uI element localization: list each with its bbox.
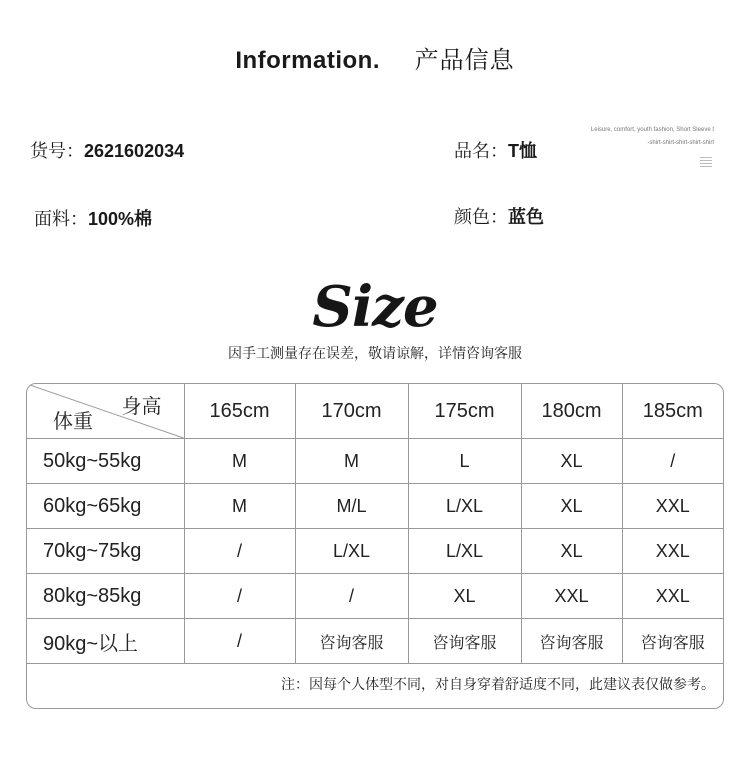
height-axis-label: 身高 <box>121 396 162 418</box>
size-cell: XXL <box>622 574 723 619</box>
fabric-field <box>34 205 152 231</box>
color-value: 蓝色 <box>508 207 544 227</box>
weight-axis-label: 体重 <box>53 411 93 433</box>
tagline-line-1: Leisure, comfort, youth fashion, Short Sleeve t <box>590 127 714 133</box>
size-logo: Size <box>312 274 438 340</box>
size-cell: 咨询客服 <box>521 619 622 664</box>
fabric-value: 100%棉 <box>88 209 153 229</box>
size-cell: XXL <box>521 574 622 619</box>
height-header: 175cm <box>408 384 521 439</box>
size-cell: XXL <box>622 529 723 574</box>
weight-cell: 70kg~75kg <box>27 529 184 574</box>
size-cell: XL <box>521 529 622 574</box>
color-label: 颜色： <box>454 207 508 227</box>
size-cell: L/XL <box>408 529 521 574</box>
size-cell: 咨询客服 <box>408 619 521 664</box>
size-cell: XL <box>408 574 521 619</box>
weight-cell: 90kg~以上 <box>27 619 184 664</box>
height-header: 180cm <box>521 384 622 439</box>
size-cell: 咨询客服 <box>295 619 408 664</box>
weight-cell: 60kg~65kg <box>27 484 184 529</box>
size-cell: M <box>184 484 295 529</box>
table-row <box>27 574 723 619</box>
color-field <box>454 203 544 229</box>
title-cn: 产品信息 <box>414 47 515 74</box>
fabric-label: 面料： <box>34 209 88 229</box>
size-cell: XL <box>521 484 622 529</box>
lines-icon <box>700 155 712 169</box>
tagline <box>544 124 714 150</box>
size-cell: M <box>184 439 295 484</box>
tagline-line-2: -shirt-shirt-shirt-shirt-shirt <box>647 140 714 146</box>
height-header: 185cm <box>622 384 723 439</box>
title-en: Information. <box>235 47 380 74</box>
size-table <box>26 383 724 709</box>
table-corner-cell <box>27 384 184 439</box>
size-cell: / <box>184 619 295 664</box>
item-no-label: 货号： <box>30 141 84 161</box>
height-header: 170cm <box>295 384 408 439</box>
size-cell: / <box>184 574 295 619</box>
product-name-value: T恤 <box>508 141 537 161</box>
size-cell: XXL <box>622 484 723 529</box>
size-cell: / <box>622 439 723 484</box>
table-header-row <box>27 384 723 439</box>
size-cell: 咨询客服 <box>622 619 723 664</box>
table-footnote: 注：因每个人体型不同，对自身穿着舒适度不同，此建议表仅做参考。 <box>281 676 715 692</box>
size-cell: L/XL <box>408 484 521 529</box>
size-cell: M <box>295 439 408 484</box>
size-note: 因手工测量存在误差，敬请谅解，详情咨询客服 <box>228 345 522 361</box>
table-row <box>27 619 723 664</box>
weight-cell: 50kg~55kg <box>27 439 184 484</box>
table-row <box>27 439 723 484</box>
weight-cell: 80kg~85kg <box>27 574 184 619</box>
size-cell: XL <box>521 439 622 484</box>
header-title <box>0 40 750 75</box>
item-no-field <box>30 137 184 163</box>
height-header: 165cm <box>184 384 295 439</box>
size-cell: M/L <box>295 484 408 529</box>
table-row <box>27 484 723 529</box>
product-name-label: 品名： <box>454 141 508 161</box>
size-cell: L <box>408 439 521 484</box>
table-row <box>27 529 723 574</box>
size-cell: L/XL <box>295 529 408 574</box>
size-cell: / <box>184 529 295 574</box>
item-no-value: 2621602034 <box>84 141 185 161</box>
size-cell: / <box>295 574 408 619</box>
product-name-field <box>454 137 537 163</box>
